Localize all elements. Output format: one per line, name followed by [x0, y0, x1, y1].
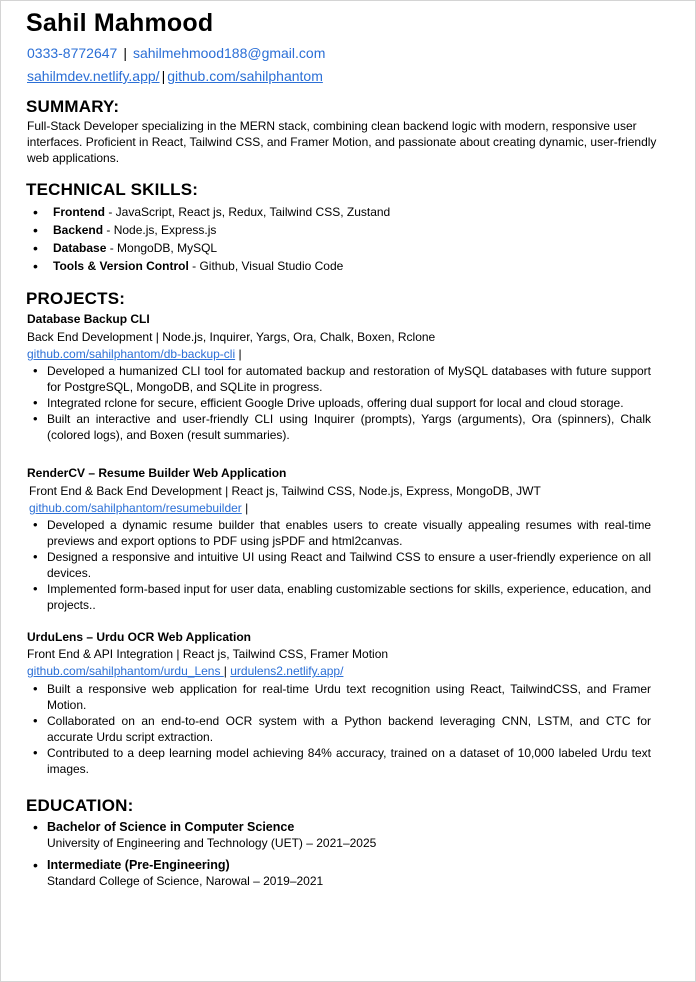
education-item — [31, 857, 376, 889]
skills-heading: TECHNICAL SKILLS: — [26, 180, 199, 199]
contact-line — [27, 45, 325, 61]
education-list — [31, 819, 376, 895]
project-bullet: • Developed a humanized CLI tool for automated backup and restoration of MySQL databases with future support for PostgreSQL, MongoDB, and SQLite in progress. — [31, 363, 651, 395]
skill-item — [31, 221, 390, 239]
phone-number: 0333-8772647 — [27, 45, 118, 61]
skills-list — [31, 203, 390, 275]
degree-title: • Bachelor of Science in Computer Science — [47, 820, 295, 834]
project-bullet: • Developed a dynamic resume builder that enables users to create visually appealing resumes with real-time previews and export options to PDF using jsPDF and html2canvas. — [31, 517, 651, 549]
school-info: Standard College of Science, Narowal – 2019–2021 — [47, 874, 324, 888]
project-github-link[interactable]: github.com/sahilphantom/urdu_Lens — [27, 664, 224, 678]
education-item — [31, 819, 376, 851]
skill-value: - Github, Visual Studio Code — [188, 259, 344, 273]
links-separator: | — [161, 68, 166, 84]
project-bullets — [31, 681, 651, 777]
project-github-link[interactable]: github.com/sahilphantom/resumebuilder — [29, 501, 242, 515]
project-title: UrduLens – Urdu OCR Web Application — [27, 630, 252, 644]
project-bullet: • Built a responsive web application for real-time Urdu text recognition using React, TailwindCSS, and Framer Motion. — [31, 681, 651, 713]
project-bullet: • Implemented form-based input for user data, enabling customizable sections for skills, experience, education, and projects.. — [31, 581, 651, 613]
skill-item — [31, 203, 390, 221]
project-links — [27, 664, 343, 678]
project-github-link[interactable]: github.com/sahilphantom/db-backup-cli — [27, 347, 236, 361]
candidate-name: Sahil Mahmood — [26, 9, 214, 37]
skill-item — [31, 257, 390, 275]
link-separator: | — [235, 347, 242, 361]
link-separator: | — [241, 501, 249, 515]
summary-text: Full-Stack Developer specializing in the MERN stack, combining clean backend logic with modern, responsive user interfaces. Proficient in React, Tailwind CSS, and Framer Motion, and passionate about creating dynamic, user-friendly web applications. — [27, 119, 657, 165]
portfolio-link[interactable]: sahilmdev.netlify.app/ — [27, 68, 160, 84]
projects-heading: PROJECTS: — [26, 289, 126, 308]
contact-separator: | — [123, 45, 127, 61]
school-info: University of Engineering and Technology (UET) – 2021–2025 — [47, 836, 377, 850]
degree-title: • Intermediate (Pre-Engineering) — [47, 858, 230, 872]
project-title: RenderCV – Resume Builder Web Application — [27, 466, 287, 480]
project-bullets — [31, 517, 651, 613]
project-bullet: • Built an interactive and user-friendly CLI using Inquirer (prompts), Yargs (arguments), Ora (spinners), Chalk (colored logs), and Boxen (result summaries). — [31, 411, 651, 443]
education-heading: EDUCATION: — [26, 796, 134, 815]
summary-heading: SUMMARY: — [26, 97, 120, 116]
project-links — [29, 501, 248, 515]
email-address: sahilmehmood188@gmail.com — [132, 45, 326, 61]
profile-links — [27, 68, 323, 84]
github-link[interactable]: github.com/sahilphantom — [167, 68, 323, 84]
skill-value: - Node.js, Express.js — [103, 223, 217, 237]
skill-label: Tools & Version Control — [53, 259, 189, 273]
project-bullets — [31, 363, 651, 443]
project-bullet: • Collaborated on an end-to-end OCR system with a Python backend leveraging CNN, LSTM, and CTC for accurate Urdu script extraction. — [31, 713, 651, 745]
skill-label: Backend — [53, 223, 104, 237]
project-meta: Front End & API Integration | React js, Tailwind CSS, Framer Motion — [27, 647, 389, 661]
project-live-link[interactable]: urdulens2.netlify.app/ — [230, 664, 344, 678]
project-links — [27, 347, 242, 361]
project-meta: Front End & Back End Development | React js, Tailwind CSS, Node.js, Express, MongoDB, JWT — [29, 484, 541, 498]
project-bullet: • Designed a responsive and intuitive UI using React and Tailwind CSS to ensure a user-friendly experience on all devices. — [31, 549, 651, 581]
project-bullet: • Integrated rclone for secure, efficient Google Drive uploads, offering dual support for local and cloud storage. — [31, 395, 651, 411]
skill-label: Database — [53, 241, 107, 255]
link-separator: | — [223, 664, 231, 678]
project-title: Database Backup CLI — [27, 312, 150, 326]
project-bullet: • Contributed to a deep learning model achieving 84% accuracy, trained on a dataset of 10,000 labeled Urdu text images. — [31, 745, 651, 777]
skill-value: - MongoDB, MySQL — [106, 241, 218, 255]
skill-label: Frontend — [53, 205, 105, 219]
skill-item — [31, 239, 390, 257]
skill-value: - JavaScript, React js, Redux, Tailwind CSS, Zustand — [105, 205, 391, 219]
project-meta: Back End Development | Node.js, Inquirer, Yargs, Ora, Chalk, Boxen, Rclone — [27, 330, 436, 344]
